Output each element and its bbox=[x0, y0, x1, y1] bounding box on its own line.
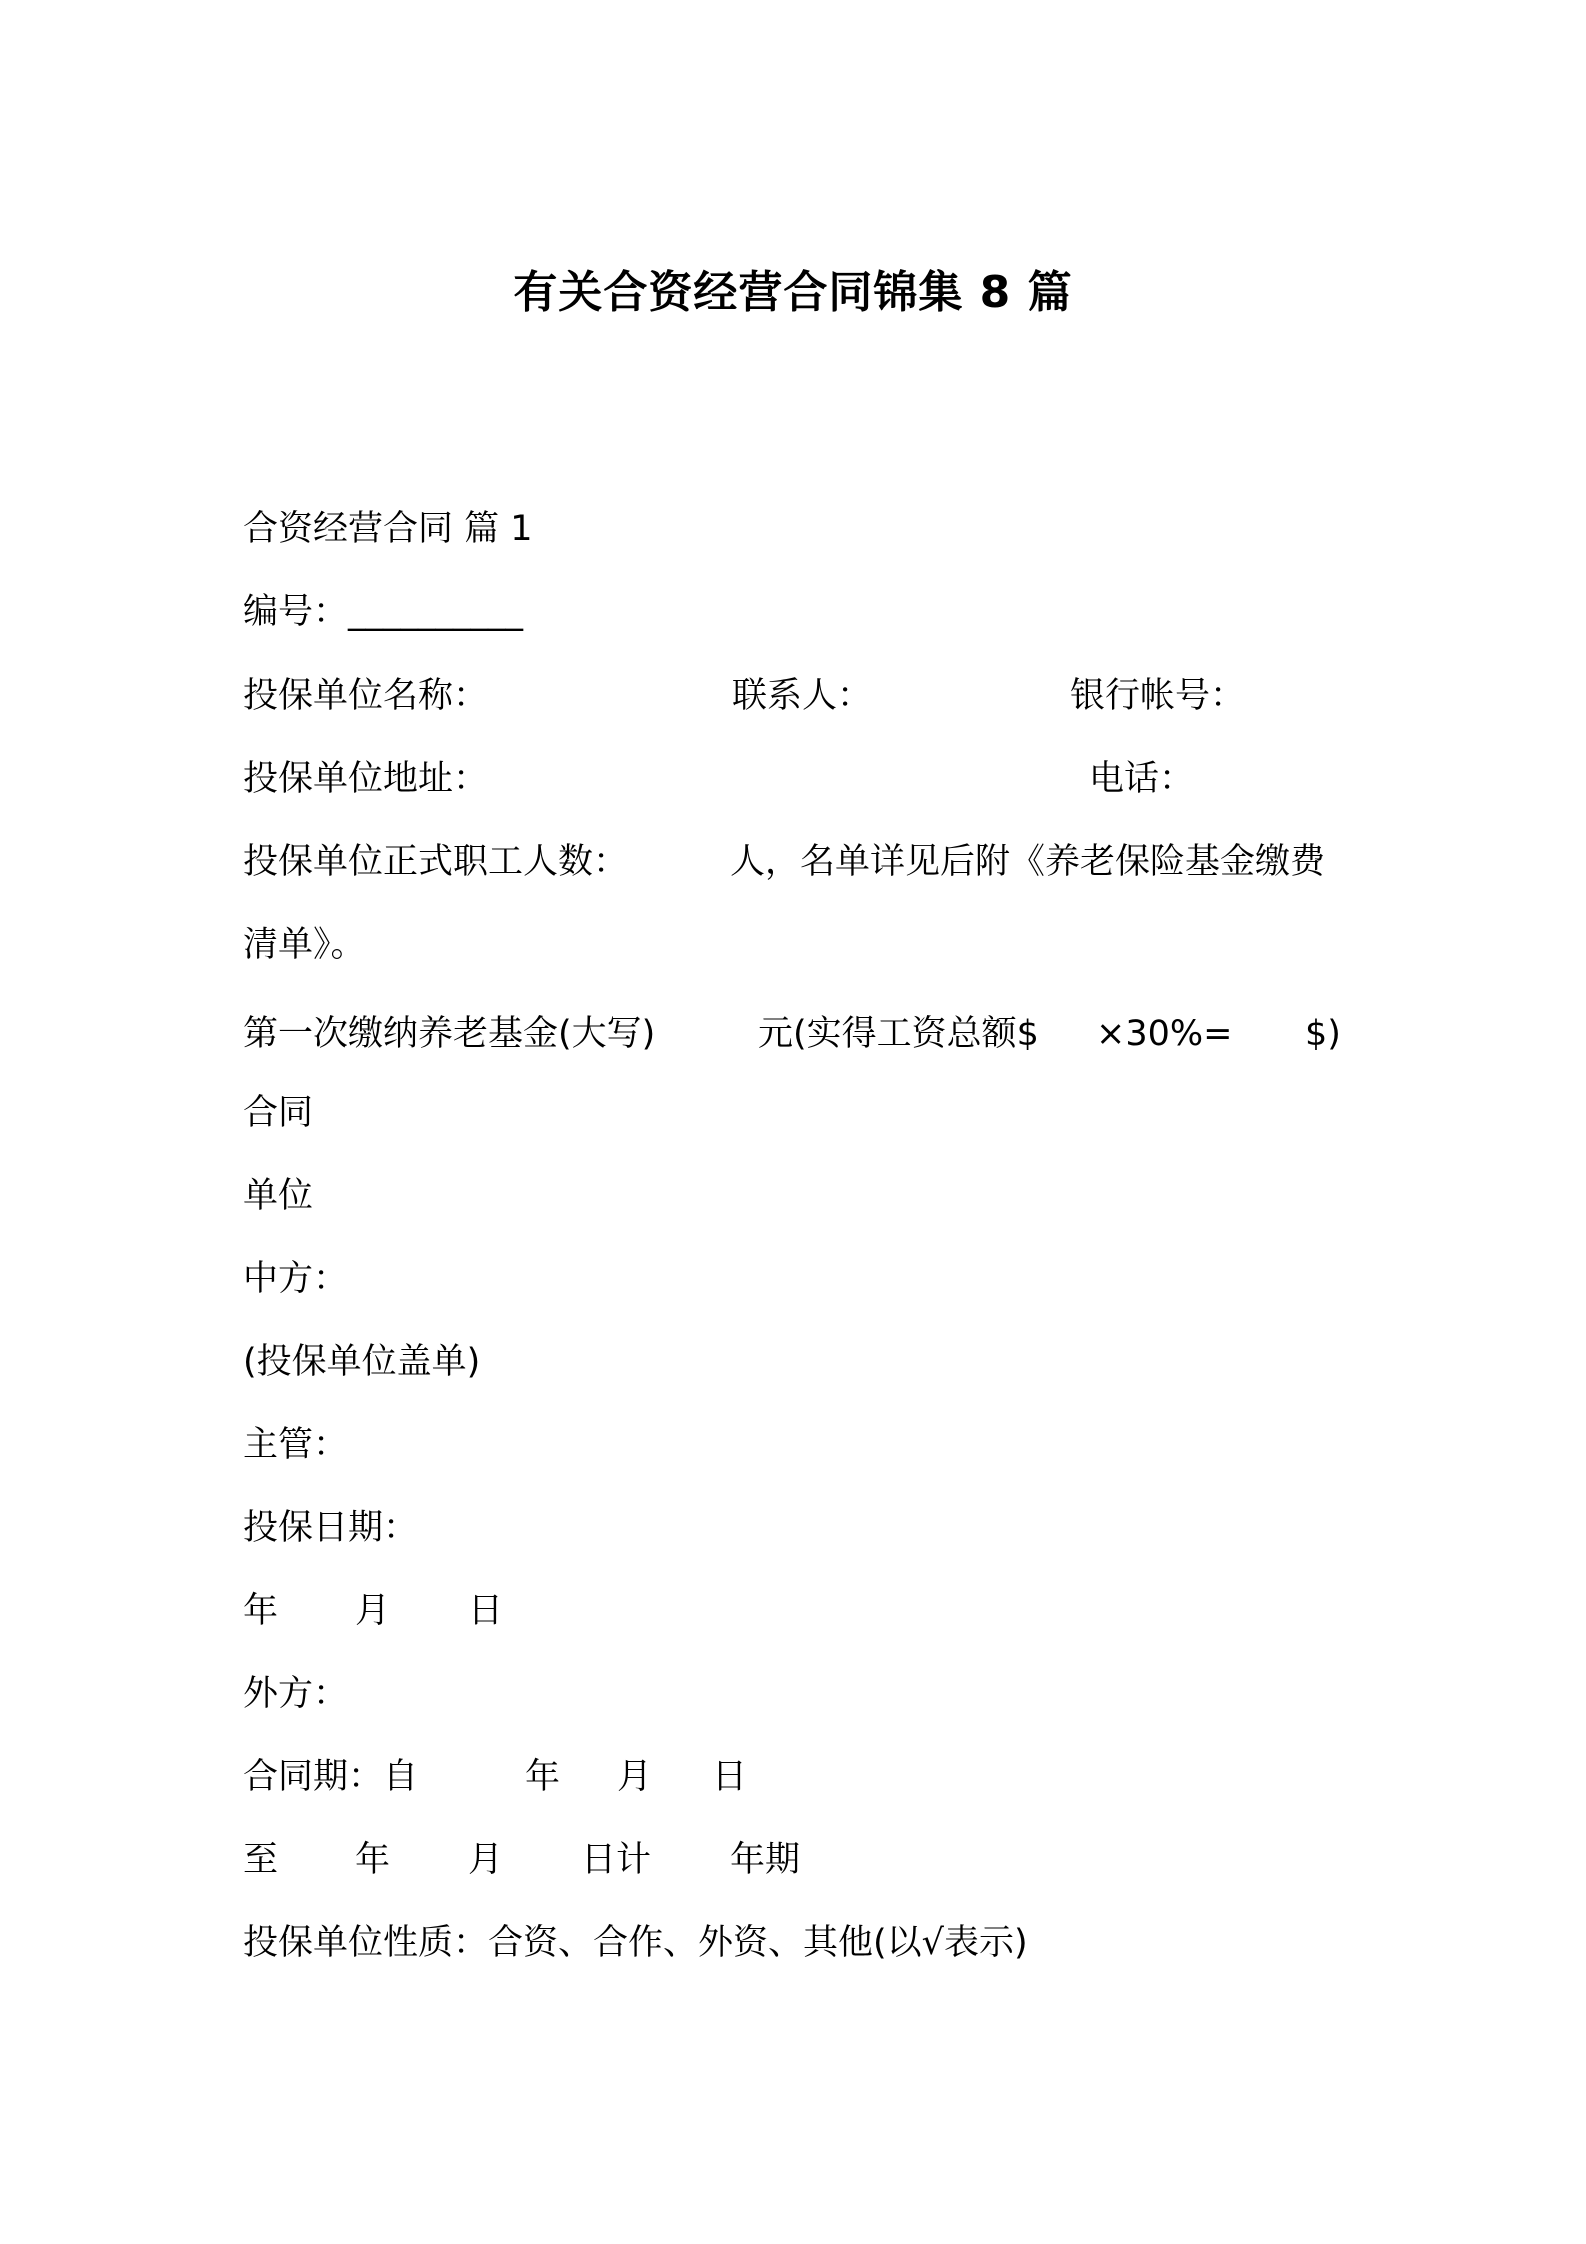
period-to: 至 bbox=[243, 1840, 279, 1880]
period-day: 日 bbox=[712, 1757, 748, 1797]
number-line bbox=[243, 585, 523, 639]
period-end-year: 年 bbox=[355, 1840, 391, 1880]
insure-date-label: 投保日期： bbox=[243, 1508, 419, 1548]
payment-yuan-text: 元(实得工资总额$ bbox=[758, 1014, 1039, 1054]
bank-account-label: 银行帐号： bbox=[1070, 676, 1246, 716]
staff-count-label: 投保单位正式职工人数： bbox=[243, 842, 629, 882]
number-label: 编号： bbox=[243, 592, 349, 632]
staff-list-text-cont: 清单》。 bbox=[243, 925, 366, 965]
period-end-year-period: 年期 bbox=[730, 1840, 801, 1880]
period-end-day-total: 日计 bbox=[581, 1840, 652, 1880]
payment-rate-text: ×30%= bbox=[1096, 1014, 1233, 1054]
foreign-party-label: 外方： bbox=[243, 1674, 349, 1714]
seal-note: (投保单位盖单) bbox=[243, 1342, 481, 1382]
supervisor-label: 主管： bbox=[243, 1425, 349, 1465]
payment-close-text: $) bbox=[1305, 1014, 1341, 1054]
unit-line: 单位 bbox=[243, 1176, 314, 1216]
phone-label: 电话： bbox=[1089, 759, 1195, 799]
contract-line: 合同 bbox=[243, 1093, 314, 1133]
contact-label: 联系人： bbox=[732, 676, 873, 716]
staff-list-text: 人，名单详见后附《养老保险基金缴费 bbox=[730, 842, 1326, 882]
chinese-party-label: 中方： bbox=[243, 1259, 349, 1299]
period-label: 合同期：自 bbox=[243, 1757, 419, 1797]
period-month: 月 bbox=[617, 1757, 653, 1797]
first-payment-label: 第一次缴纳养老基金(大写) bbox=[243, 1014, 656, 1054]
section-heading: 合资经营合同 篇 1 bbox=[243, 509, 533, 549]
unit-name-label: 投保单位名称： bbox=[243, 676, 489, 716]
date-month: 月 bbox=[355, 1591, 391, 1631]
number-blank: __________ bbox=[348, 592, 524, 632]
date-year: 年 bbox=[243, 1591, 279, 1631]
date-day: 日 bbox=[468, 1591, 504, 1631]
period-year: 年 bbox=[525, 1757, 561, 1797]
period-end-month: 月 bbox=[468, 1840, 504, 1880]
unit-address-label: 投保单位地址： bbox=[243, 759, 489, 799]
document-title: 有关合资经营合同锦集 8 篇 bbox=[513, 267, 1073, 318]
unit-nature-line: 投保单位性质：合资、合作、外资、其他(以√表示) bbox=[243, 1923, 1028, 1963]
